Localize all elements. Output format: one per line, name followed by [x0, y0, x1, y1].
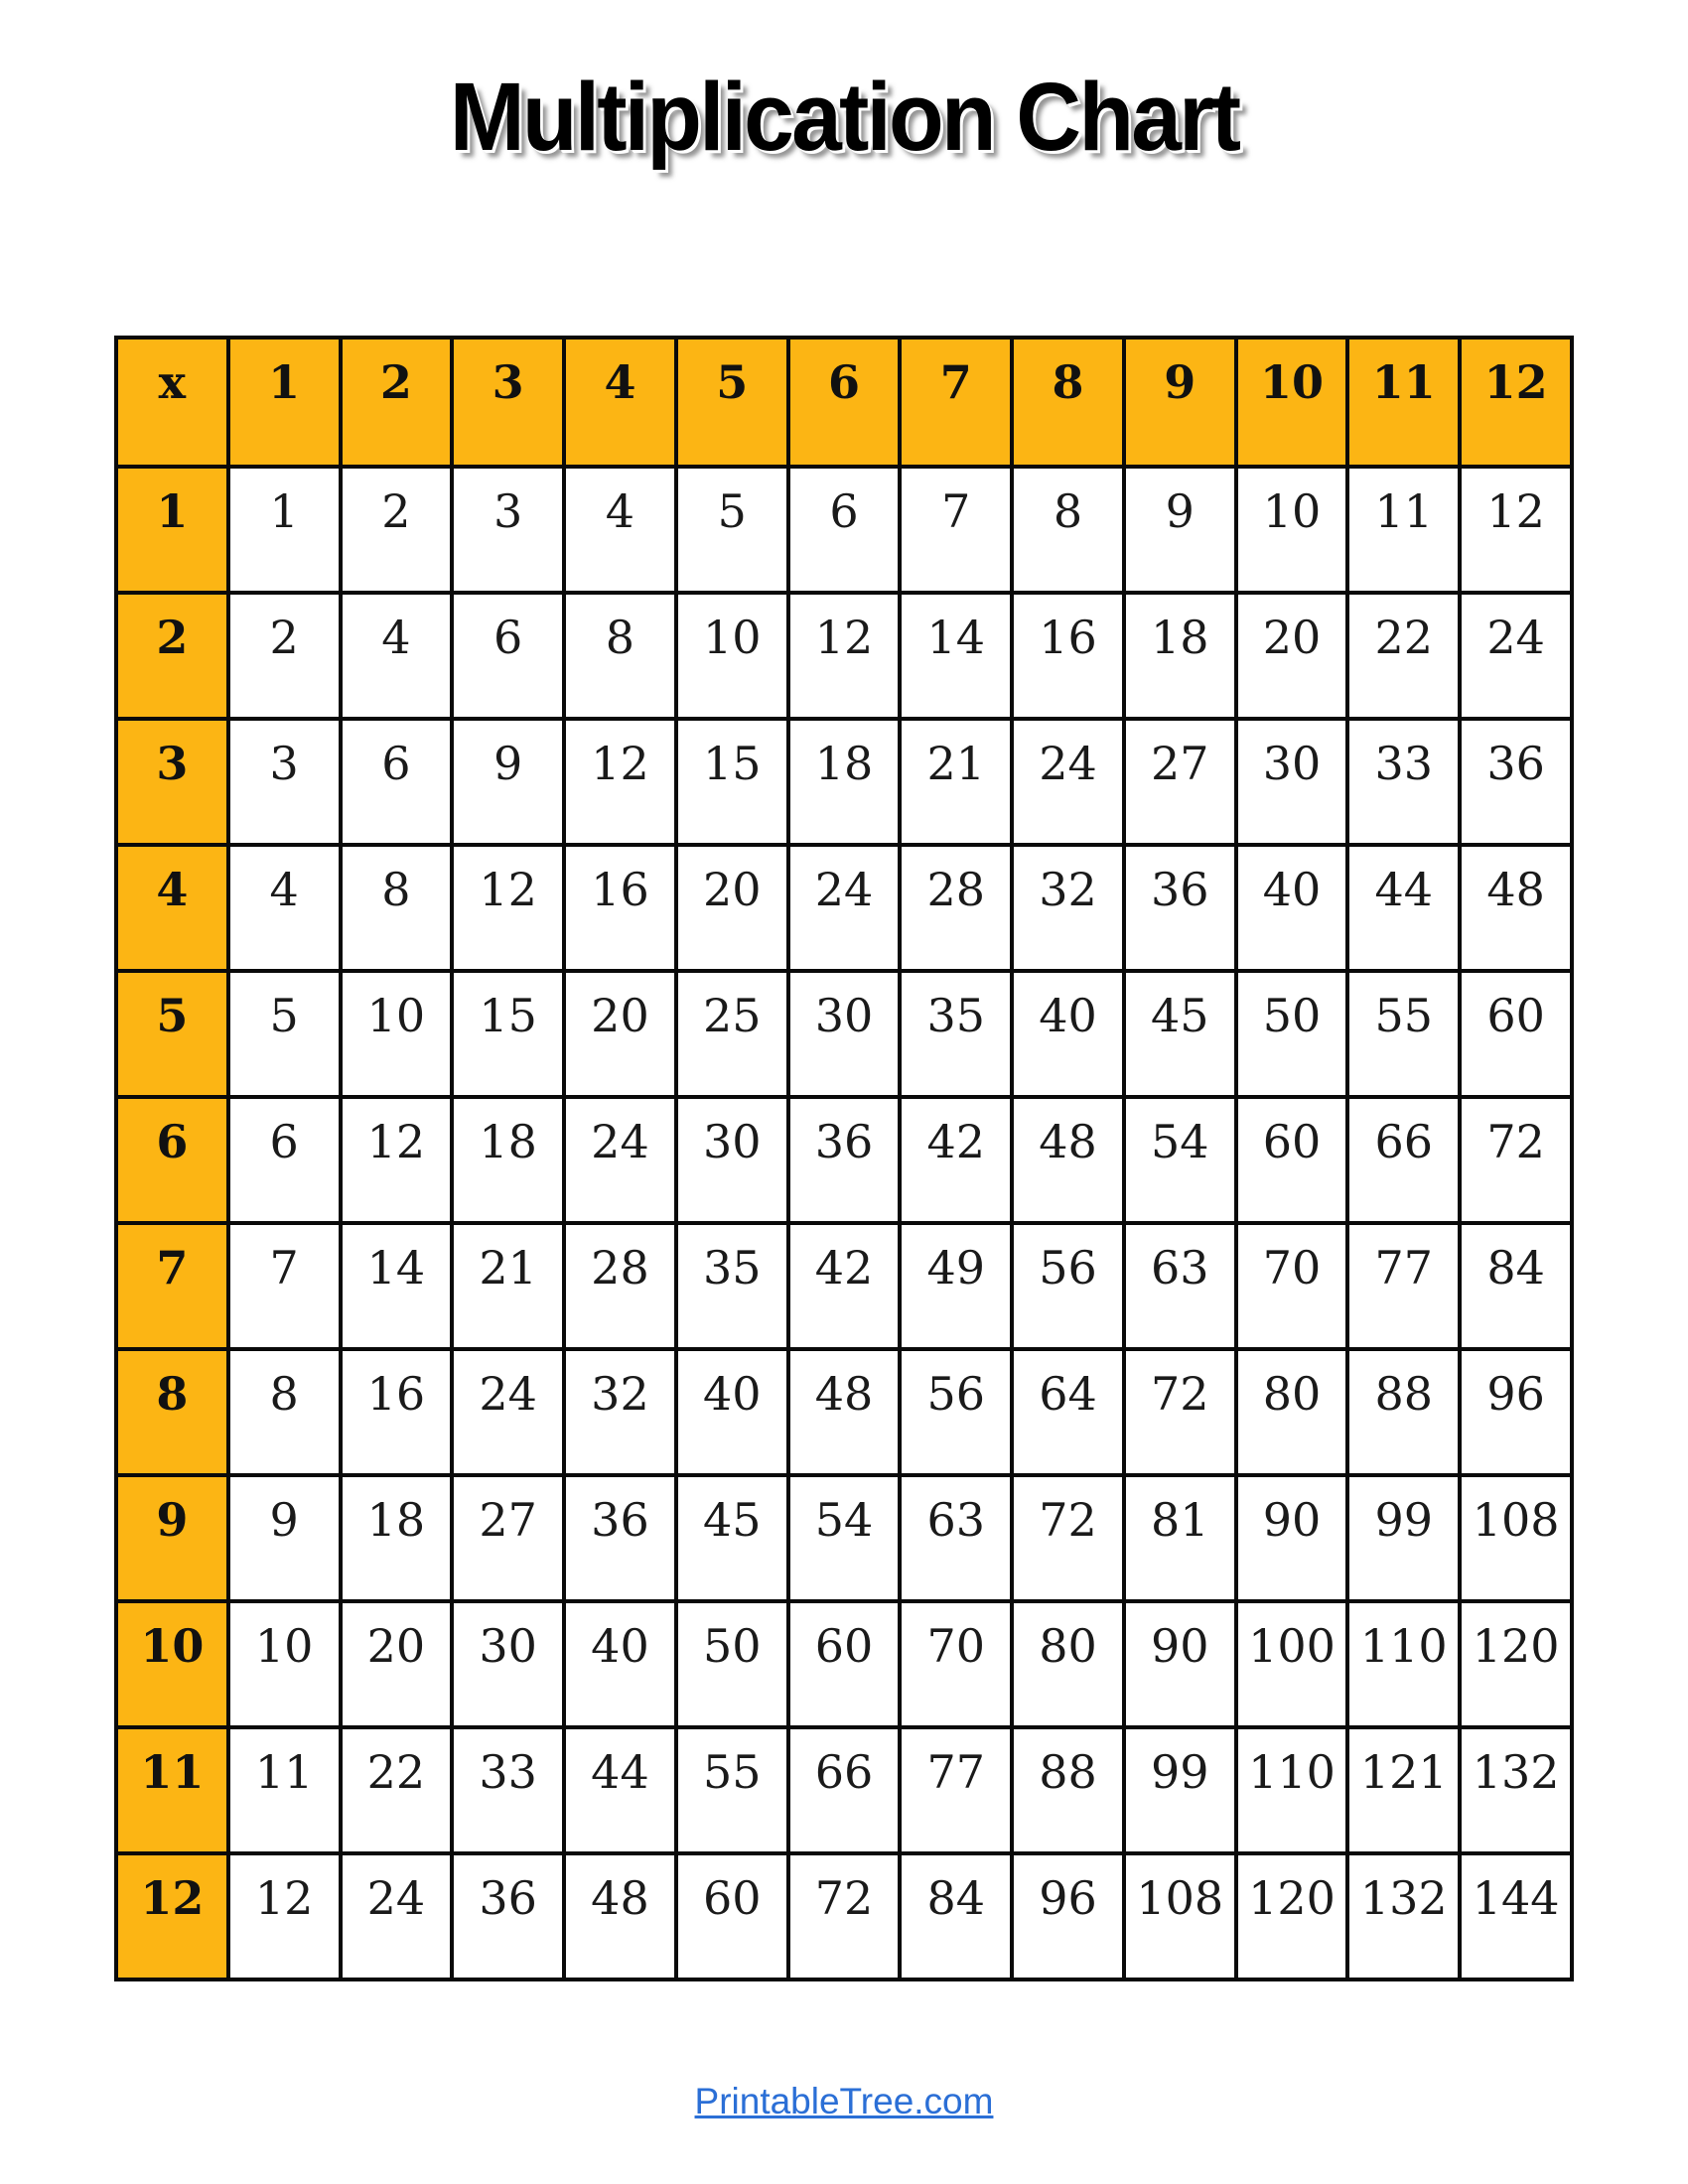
product-cell: 14 — [900, 593, 1012, 719]
column-header-cell: 7 — [900, 338, 1012, 467]
row-header-cell: 9 — [116, 1475, 228, 1601]
product-cell: 77 — [1347, 1223, 1460, 1349]
product-cell: 28 — [900, 845, 1012, 971]
product-cell: 12 — [1460, 467, 1572, 593]
product-cell: 9 — [228, 1475, 341, 1601]
product-cell: 11 — [1347, 467, 1460, 593]
product-cell: 8 — [228, 1349, 341, 1475]
product-cell: 30 — [676, 1097, 788, 1223]
product-cell: 10 — [228, 1601, 341, 1727]
product-cell: 9 — [452, 719, 564, 845]
product-cell: 21 — [900, 719, 1012, 845]
row-header-cell: 4 — [116, 845, 228, 971]
product-cell: 8 — [1012, 467, 1124, 593]
product-cell: 18 — [1124, 593, 1236, 719]
table-row — [116, 1475, 1572, 1601]
column-header-cell: 9 — [1124, 338, 1236, 467]
product-cell: 144 — [1460, 1853, 1572, 1979]
product-cell: 14 — [341, 1223, 453, 1349]
product-cell: 24 — [452, 1349, 564, 1475]
product-cell: 28 — [564, 1223, 676, 1349]
product-cell: 24 — [341, 1853, 453, 1979]
product-cell: 48 — [788, 1349, 901, 1475]
table-row — [116, 1223, 1572, 1349]
product-cell: 88 — [1012, 1727, 1124, 1853]
product-cell: 42 — [900, 1097, 1012, 1223]
product-cell: 24 — [1460, 593, 1572, 719]
product-cell: 44 — [564, 1727, 676, 1853]
product-cell: 7 — [228, 1223, 341, 1349]
product-cell: 80 — [1012, 1601, 1124, 1727]
product-cell: 88 — [1347, 1349, 1460, 1475]
table-row — [116, 1601, 1572, 1727]
product-cell: 55 — [1347, 971, 1460, 1097]
product-cell: 110 — [1347, 1601, 1460, 1727]
product-cell: 12 — [228, 1853, 341, 1979]
product-cell: 55 — [676, 1727, 788, 1853]
product-cell: 36 — [452, 1853, 564, 1979]
product-cell: 90 — [1124, 1601, 1236, 1727]
product-cell: 2 — [341, 467, 453, 593]
product-cell: 12 — [788, 593, 901, 719]
product-cell: 48 — [564, 1853, 676, 1979]
product-cell: 6 — [788, 467, 901, 593]
product-cell: 8 — [564, 593, 676, 719]
product-cell: 36 — [1124, 845, 1236, 971]
product-cell: 24 — [1012, 719, 1124, 845]
product-cell: 81 — [1124, 1475, 1236, 1601]
product-cell: 22 — [341, 1727, 453, 1853]
product-cell: 48 — [1460, 845, 1572, 971]
product-cell: 18 — [452, 1097, 564, 1223]
row-header-cell: 1 — [116, 467, 228, 593]
product-cell: 40 — [564, 1601, 676, 1727]
product-cell: 25 — [676, 971, 788, 1097]
product-cell: 50 — [676, 1601, 788, 1727]
product-cell: 15 — [452, 971, 564, 1097]
column-header-cell: 12 — [1460, 338, 1572, 467]
product-cell: 54 — [788, 1475, 901, 1601]
product-cell: 45 — [676, 1475, 788, 1601]
product-cell: 56 — [900, 1349, 1012, 1475]
product-cell: 5 — [228, 971, 341, 1097]
row-header-cell: 2 — [116, 593, 228, 719]
product-cell: 120 — [1460, 1601, 1572, 1727]
column-header-cell: 8 — [1012, 338, 1124, 467]
product-cell: 99 — [1124, 1727, 1236, 1853]
product-cell: 33 — [452, 1727, 564, 1853]
product-cell: 11 — [228, 1727, 341, 1853]
product-cell: 70 — [1236, 1223, 1348, 1349]
product-cell: 48 — [1012, 1097, 1124, 1223]
product-cell: 108 — [1460, 1475, 1572, 1601]
product-cell: 63 — [900, 1475, 1012, 1601]
column-header-cell: 10 — [1236, 338, 1348, 467]
product-cell: 18 — [788, 719, 901, 845]
product-cell: 63 — [1124, 1223, 1236, 1349]
row-header-cell: 7 — [116, 1223, 228, 1349]
column-header-cell: 6 — [788, 338, 901, 467]
product-cell: 54 — [1124, 1097, 1236, 1223]
product-cell: 121 — [1347, 1727, 1460, 1853]
product-cell: 35 — [676, 1223, 788, 1349]
product-cell: 22 — [1347, 593, 1460, 719]
row-header-cell: 8 — [116, 1349, 228, 1475]
product-cell: 100 — [1236, 1601, 1348, 1727]
product-cell: 36 — [788, 1097, 901, 1223]
product-cell: 72 — [788, 1853, 901, 1979]
product-cell: 20 — [341, 1601, 453, 1727]
product-cell: 50 — [1236, 971, 1348, 1097]
table-row — [116, 1097, 1572, 1223]
corner-cell: x — [116, 338, 228, 467]
product-cell: 132 — [1460, 1727, 1572, 1853]
product-cell: 66 — [1347, 1097, 1460, 1223]
product-cell: 9 — [1124, 467, 1236, 593]
column-header-cell: 3 — [452, 338, 564, 467]
product-cell: 4 — [228, 845, 341, 971]
table-row — [116, 593, 1572, 719]
product-cell: 1 — [228, 467, 341, 593]
product-cell: 10 — [1236, 467, 1348, 593]
row-header-cell: 11 — [116, 1727, 228, 1853]
product-cell: 21 — [452, 1223, 564, 1349]
product-cell: 120 — [1236, 1853, 1348, 1979]
row-header-cell: 10 — [116, 1601, 228, 1727]
product-cell: 77 — [900, 1727, 1012, 1853]
product-cell: 30 — [452, 1601, 564, 1727]
product-cell: 27 — [1124, 719, 1236, 845]
row-header-cell: 6 — [116, 1097, 228, 1223]
column-header-cell: 4 — [564, 338, 676, 467]
product-cell: 5 — [676, 467, 788, 593]
product-cell: 3 — [228, 719, 341, 845]
product-cell: 60 — [1236, 1097, 1348, 1223]
table-row — [116, 845, 1572, 971]
product-cell: 64 — [1012, 1349, 1124, 1475]
product-cell: 18 — [341, 1475, 453, 1601]
product-cell: 27 — [452, 1475, 564, 1601]
product-cell: 56 — [1012, 1223, 1124, 1349]
product-cell: 60 — [1460, 971, 1572, 1097]
product-cell: 72 — [1460, 1097, 1572, 1223]
product-cell: 4 — [564, 467, 676, 593]
product-cell: 24 — [564, 1097, 676, 1223]
column-header-cell: 2 — [341, 338, 453, 467]
column-header-cell: 11 — [1347, 338, 1460, 467]
product-cell: 66 — [788, 1727, 901, 1853]
product-cell: 10 — [676, 593, 788, 719]
product-cell: 6 — [452, 593, 564, 719]
product-cell: 6 — [228, 1097, 341, 1223]
product-cell: 30 — [1236, 719, 1348, 845]
product-cell: 30 — [788, 971, 901, 1097]
product-cell: 45 — [1124, 971, 1236, 1097]
product-cell: 60 — [676, 1853, 788, 1979]
product-cell: 12 — [452, 845, 564, 971]
page-title: Multiplication Chart — [449, 63, 1239, 171]
product-cell: 72 — [1012, 1475, 1124, 1601]
column-header-cell: 1 — [228, 338, 341, 467]
table-row — [116, 1349, 1572, 1475]
product-cell: 70 — [900, 1601, 1012, 1727]
product-cell: 7 — [900, 467, 1012, 593]
row-header-cell: 3 — [116, 719, 228, 845]
product-cell: 42 — [788, 1223, 901, 1349]
product-cell: 20 — [676, 845, 788, 971]
product-cell: 96 — [1012, 1853, 1124, 1979]
product-cell: 12 — [564, 719, 676, 845]
header-row — [116, 338, 1572, 467]
multiplication-table — [114, 336, 1574, 1981]
product-cell: 32 — [1012, 845, 1124, 971]
product-cell: 33 — [1347, 719, 1460, 845]
product-cell: 40 — [676, 1349, 788, 1475]
product-cell: 84 — [1460, 1223, 1572, 1349]
product-cell: 2 — [228, 593, 341, 719]
product-cell: 3 — [452, 467, 564, 593]
product-cell: 132 — [1347, 1853, 1460, 1979]
product-cell: 16 — [564, 845, 676, 971]
product-cell: 110 — [1236, 1727, 1348, 1853]
product-cell: 40 — [1236, 845, 1348, 971]
product-cell: 24 — [788, 845, 901, 971]
product-cell: 35 — [900, 971, 1012, 1097]
footer — [0, 2081, 1688, 2122]
table-row — [116, 971, 1572, 1097]
table-row — [116, 719, 1572, 845]
product-cell: 10 — [341, 971, 453, 1097]
footer-link[interactable]: PrintableTree.com — [694, 2081, 994, 2121]
product-cell: 99 — [1347, 1475, 1460, 1601]
product-cell: 6 — [341, 719, 453, 845]
table-row — [116, 1853, 1572, 1979]
row-header-cell: 12 — [116, 1853, 228, 1979]
product-cell: 36 — [564, 1475, 676, 1601]
table-row — [116, 1727, 1572, 1853]
product-cell: 96 — [1460, 1349, 1572, 1475]
product-cell: 20 — [564, 971, 676, 1097]
product-cell: 4 — [341, 593, 453, 719]
product-cell: 60 — [788, 1601, 901, 1727]
product-cell: 72 — [1124, 1349, 1236, 1475]
product-cell: 15 — [676, 719, 788, 845]
product-cell: 49 — [900, 1223, 1012, 1349]
product-cell: 44 — [1347, 845, 1460, 971]
product-cell: 32 — [564, 1349, 676, 1475]
table-row — [116, 467, 1572, 593]
product-cell: 84 — [900, 1853, 1012, 1979]
product-cell: 36 — [1460, 719, 1572, 845]
column-header-cell: 5 — [676, 338, 788, 467]
product-cell: 40 — [1012, 971, 1124, 1097]
product-cell: 80 — [1236, 1349, 1348, 1475]
row-header-cell: 5 — [116, 971, 228, 1097]
product-cell: 90 — [1236, 1475, 1348, 1601]
product-cell: 16 — [1012, 593, 1124, 719]
product-cell: 12 — [341, 1097, 453, 1223]
product-cell: 108 — [1124, 1853, 1236, 1979]
product-cell: 16 — [341, 1349, 453, 1475]
product-cell: 20 — [1236, 593, 1348, 719]
product-cell: 8 — [341, 845, 453, 971]
